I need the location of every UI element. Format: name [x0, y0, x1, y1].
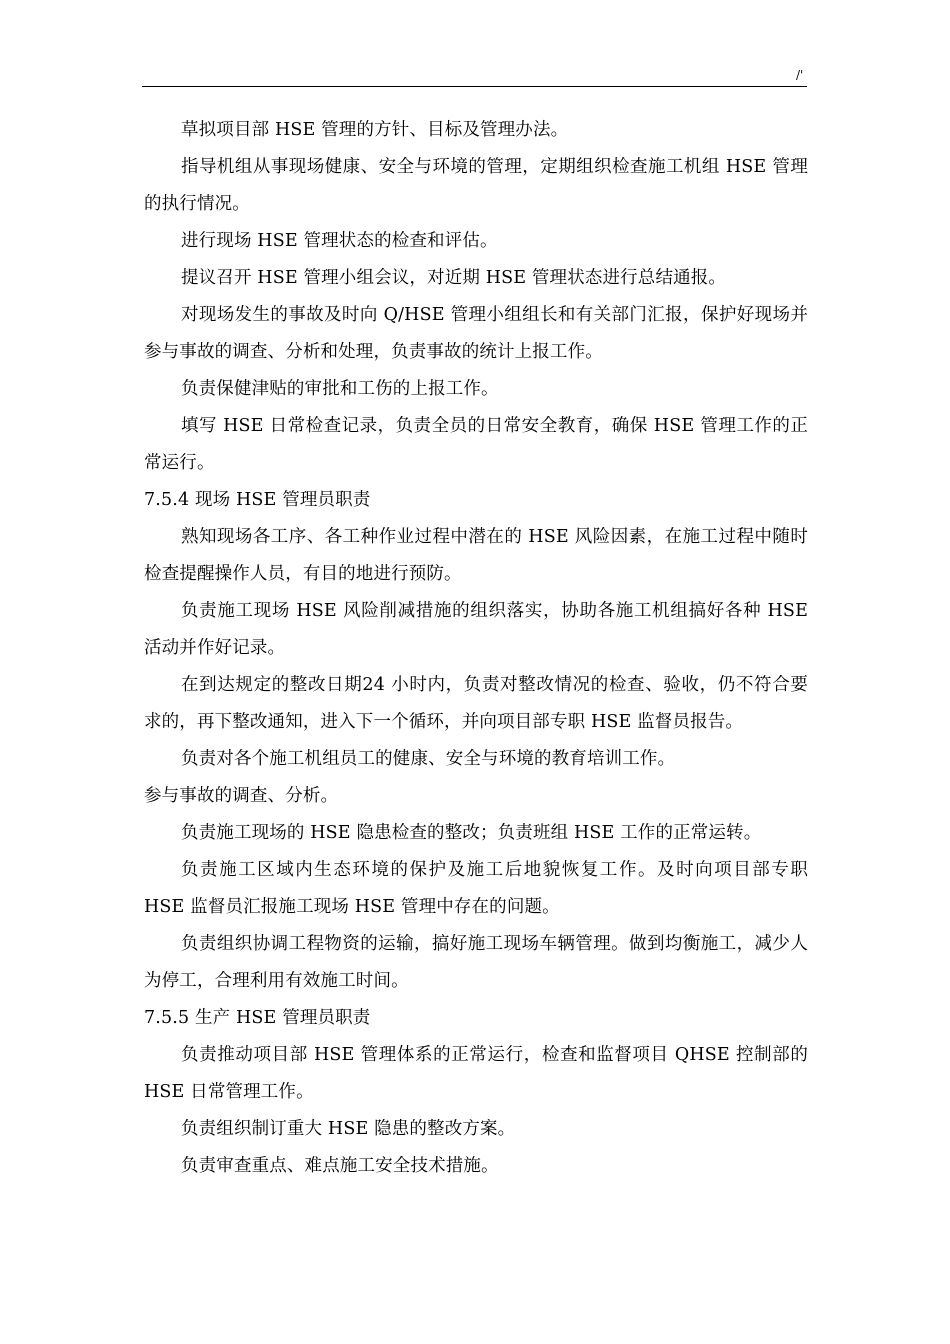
- paragraph: 负责施工现场的 HSE 隐患检查的整改；负责班组 HSE 工作的正常运转。: [181, 823, 762, 843]
- paragraph: 填写 HSE 日常检查记录，负责全员的日常安全教育，确保 HSE 管理工作的正常运行。: [144, 416, 808, 473]
- header-mark: /': [796, 68, 804, 82]
- unindented-paragraph: 参与事故的调查、分析。: [144, 786, 339, 806]
- paragraph: 负责施工现场 HSE 风险削减措施的组织落实，协助各施工机组搞好各种 HSE 活动并作好记录。: [144, 601, 808, 658]
- paragraph: 负责推动项目部 HSE 管理体系的正常运行，检查和监督项目 QHSE 控制部的 HSE 日常管理工作。: [144, 1045, 808, 1102]
- paragraph: 进行现场 HSE 管理状态的检查和评估。: [181, 231, 498, 251]
- section-heading-7-5-4: 7.5.4 现场 HSE 管理员职责: [144, 490, 371, 510]
- paragraph: 对现场发生的事故及时向 Q/HSE 管理小组组长和有关部门汇报，保护好现场并参与事故的调查、分析和处理，负责事故的统计上报工作。: [144, 305, 808, 362]
- paragraph: 草拟项目部 HSE 管理的方针、目标及管理办法。: [181, 120, 569, 140]
- paragraph: 负责组织协调工程物资的运输，搞好施工现场车辆管理。做到均衡施工，减少人为停工，合理利用有效施工时间。: [144, 934, 808, 991]
- document-body: [144, 112, 808, 1185]
- paragraph: 负责施工区域内生态环境的保护及施工后地貌恢复工作。及时向项目部专职 HSE 监督员汇报施工现场 HSE 管理中存在的问题。: [144, 860, 808, 917]
- paragraph: 负责组织制订重大 HSE 隐患的整改方案。: [181, 1119, 516, 1139]
- paragraph: 负责审查重点、难点施工安全技术措施。: [181, 1156, 499, 1176]
- header-rule: [142, 86, 807, 87]
- paragraph: 提议召开 HSE 管理小组会议，对近期 HSE 管理状态进行总结通报。: [181, 268, 727, 288]
- section-heading-7-5-5: 7.5.5 生产 HSE 管理员职责: [144, 1008, 371, 1028]
- paragraph: 指导机组从事现场健康、安全与环境的管理，定期组织检查施工机组 HSE 管理的执行情况。: [144, 157, 808, 214]
- paragraph: 熟知现场各工序、各工种作业过程中潜在的 HSE 风险因素，在施工过程中随时检查提醒操作人员，有目的地进行预防。: [144, 527, 808, 584]
- paragraph: 负责保健津贴的审批和工伤的上报工作。: [181, 379, 499, 399]
- paragraph: 在到达规定的整改日期24 小时内，负责对整改情况的检查、验收，仍不符合要求的，再下整改通知，进入下一个循环，并向项目部专职 HSE 监督员报告。: [144, 675, 808, 732]
- paragraph: 负责对各个施工机组员工的健康、安全与环境的教育培训工作。: [181, 749, 676, 769]
